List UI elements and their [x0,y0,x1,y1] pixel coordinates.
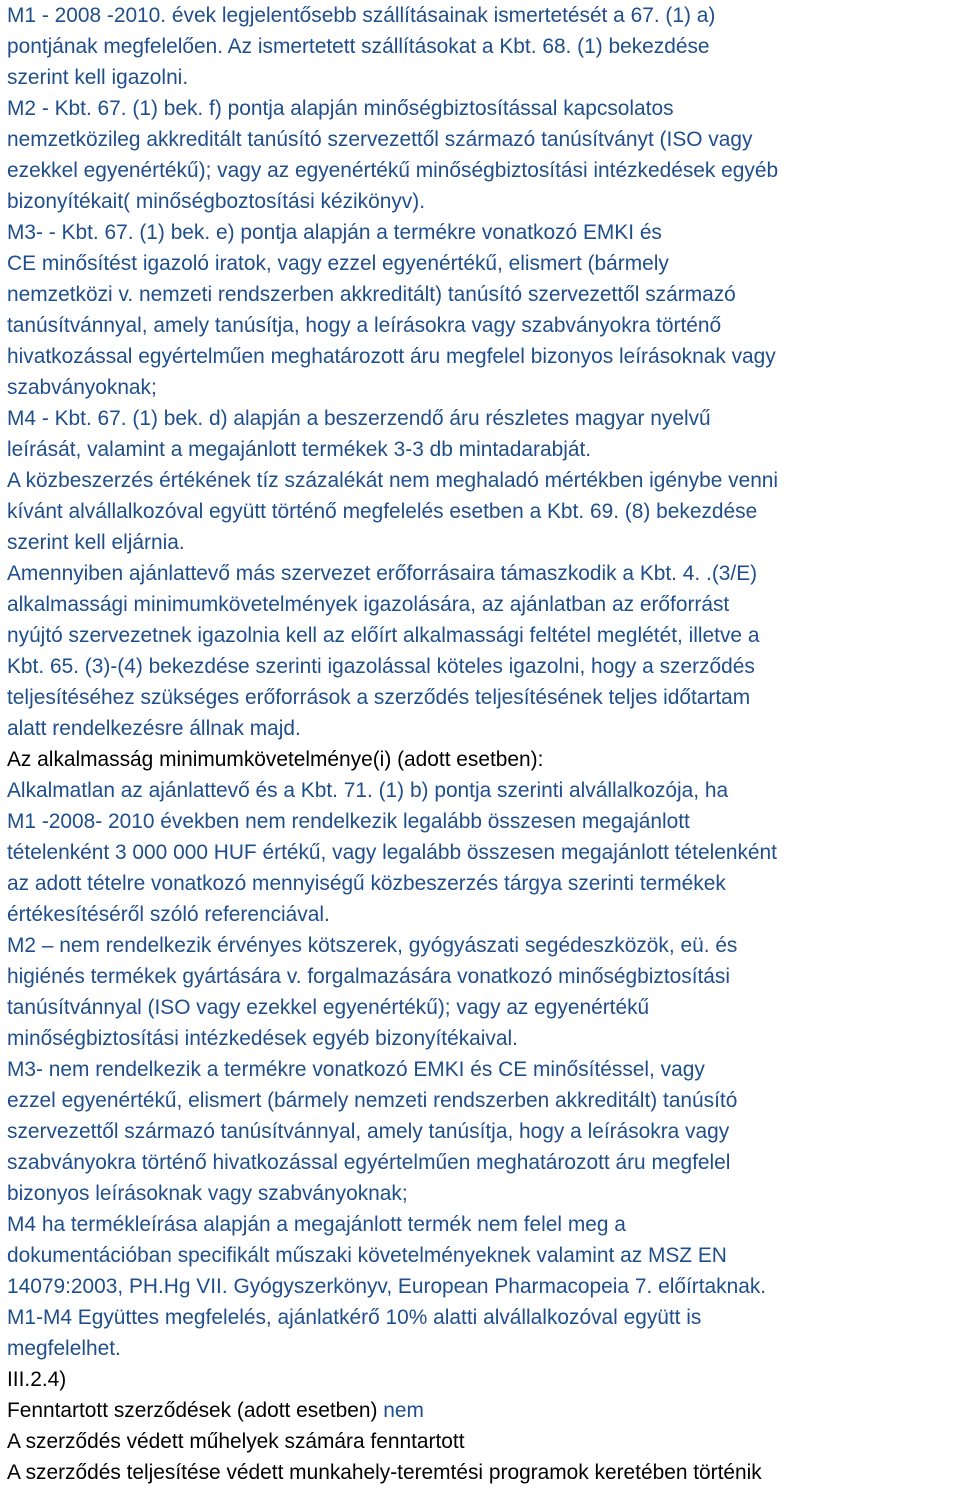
text-line: szervezettől származó tanúsítvánnyal, amely tanúsítja, hogy a leírásokra vagy [7,1120,730,1143]
text-line: kívánt alvállalkozóval együtt történő megfelelés esetben a Kbt. 69. (8) bekezdése [7,500,758,523]
reserved-contracts-line [7,1395,960,1426]
text-line: szabványoknak; [7,376,157,399]
text-line: szerint kell eljárnia. [7,531,185,554]
text-line: M4 - Kbt. 67. (1) bek. d) alapján a beszerzendő áru részletes magyar nyelvű [7,407,711,430]
text-line: nyújtó szervezetnek igazolnia kell az előírt alkalmassági feltétel meglétét, illetve a [7,624,760,647]
document-page [7,0,960,1488]
reserved-contracts-label: Fenntartott szerződések (adott esetben) [7,1399,384,1422]
text-line: Amennyiben ajánlattevő más szervezet erőforrásaira támaszkodik a Kbt. 4. .(3/E) [7,562,758,585]
text-line: M4 ha termékleírása alapján a megajánlott termék nem felel meg a [7,1213,626,1236]
text-line: teljesítéséhez szükséges erőforrások a szerződés teljesítésének teljes időtartam [7,686,751,709]
text-line: M3- - Kbt. 67. (1) bek. e) pontja alapján a termékre vonatkozó EMKI és [7,221,662,244]
text-line: az adott tételre vonatkozó mennyiségű közbeszerzés tárgya szerinti termékek [7,872,726,895]
text-line: M1 - 2008 -2010. évek legjelentősebb szállításainak ismertetését a 67. (1) a) [7,4,716,27]
text-line: higiénés termékek gyártására v. forgalmazására vonatkozó minőségbiztosítási [7,965,731,988]
text-line: 14079:2003, PH.Hg VII. Gyógyszerkönyv, European Pharmacopeia 7. előírtaknak. [7,1275,767,1298]
text-line: M3- nem rendelkezik a termékre vonatkozó EMKI és CE minősítéssel, vagy [7,1058,705,1081]
text-line: CE minősítést igazoló iratok, vagy ezzel egyenértékű, elismert (bármely [7,252,669,275]
text-line: Kbt. 65. (3)-(4) bekezdése szerinti igazolással köteles igazolni, hogy a szerződés [7,655,755,678]
text-line: alatt rendelkezésre állnak majd. [7,717,301,740]
reserved-contracts-value: nem [383,1399,424,1422]
text-line: tanúsítvánnyal (ISO vagy ezekkel egyenértékű); vagy az egyenértékű [7,996,650,1019]
text-line: pontjának megfelelően. Az ismertetett szállításokat a Kbt. 68. (1) bekezdése [7,35,710,58]
text-line: leírását, valamint a megajánlott termékek 3-3 db mintadarabját. [7,438,592,461]
text-line: A szerződés védett műhelyek számára fenntartott [7,1430,465,1453]
text-line: nemzetközi v. nemzeti rendszerben akkreditált) tanúsító szervezettől származó [7,283,736,306]
text-line: szerint kell igazolni. [7,66,189,89]
text-line: bizonyítékait( minőségboztosítási kézikönyv). [7,190,425,213]
text-line: dokumentációban specifikált műszaki követelményeknek valamint az MSZ EN [7,1244,727,1267]
text-line: M2 - Kbt. 67. (1) bek. f) pontja alapján minőségbiztosítással kapcsolatos [7,97,674,120]
text-line: A közbeszerzés értékének tíz százalékát nem meghaladó mértékben igénybe venni [7,469,779,492]
text-line: nemzetközileg akkreditált tanúsító szervezettől származó tanúsítványt (ISO vagy [7,128,753,151]
text-line: szabványokra történő hivatkozással egyértelműen meghatározott áru megfelel [7,1151,731,1174]
text-line: alkalmassági minimumkövetelmények igazolására, az ajánlatban az erőforrást [7,593,730,616]
text-line: Alkalmatlan az ajánlattevő és a Kbt. 71. (1) b) pontja szerinti alvállalkozója, ha [7,779,729,802]
text-line: minőségbiztosítási intézkedések egyéb bizonyítékaival. [7,1027,518,1050]
text-line: bizonyos leírásoknak vagy szabványoknak; [7,1182,408,1205]
text-line: M2 – nem rendelkezik érvényes kötszerek, gyógyászati segédeszközök, eü. és [7,934,738,957]
text-line: tételenként 3 000 000 HUF értékű, vagy legalább összesen megajánlott tételenként [7,841,777,864]
text-line: értékesítéséről szóló referenciával. [7,903,330,926]
text-line: ezzel egyenértékű, elismert (bármely nemzeti rendszerben akkreditált) tanúsító [7,1089,738,1112]
text-line: megfelelhet. [7,1337,121,1360]
text-line: M1 -2008- 2010 években nem rendelkezik legalább összesen megajánlott [7,810,690,833]
section-number: III.2.4) [7,1368,67,1391]
text-line: M1-M4 Együttes megfelelés, ajánlatkérő 10% alatti alvállalkozóval együtt is [7,1306,702,1329]
section-heading: Az alkalmasság minimumkövetelménye(i) (adott esetben): [7,748,544,771]
text-line: ezekkel egyenértékű); vagy az egyenértékű minőségbiztosítási intézkedések egyéb [7,159,779,182]
text-line: A szerződés teljesítése védett munkahely-teremtési programok keretében történik [7,1461,762,1484]
text-line: tanúsítvánnyal, amely tanúsítja, hogy a leírásokra vagy szabványokra történő [7,314,722,337]
text-line: hivatkozással egyértelműen meghatározott áru megfelel bizonyos leírásoknak vagy [7,345,776,368]
